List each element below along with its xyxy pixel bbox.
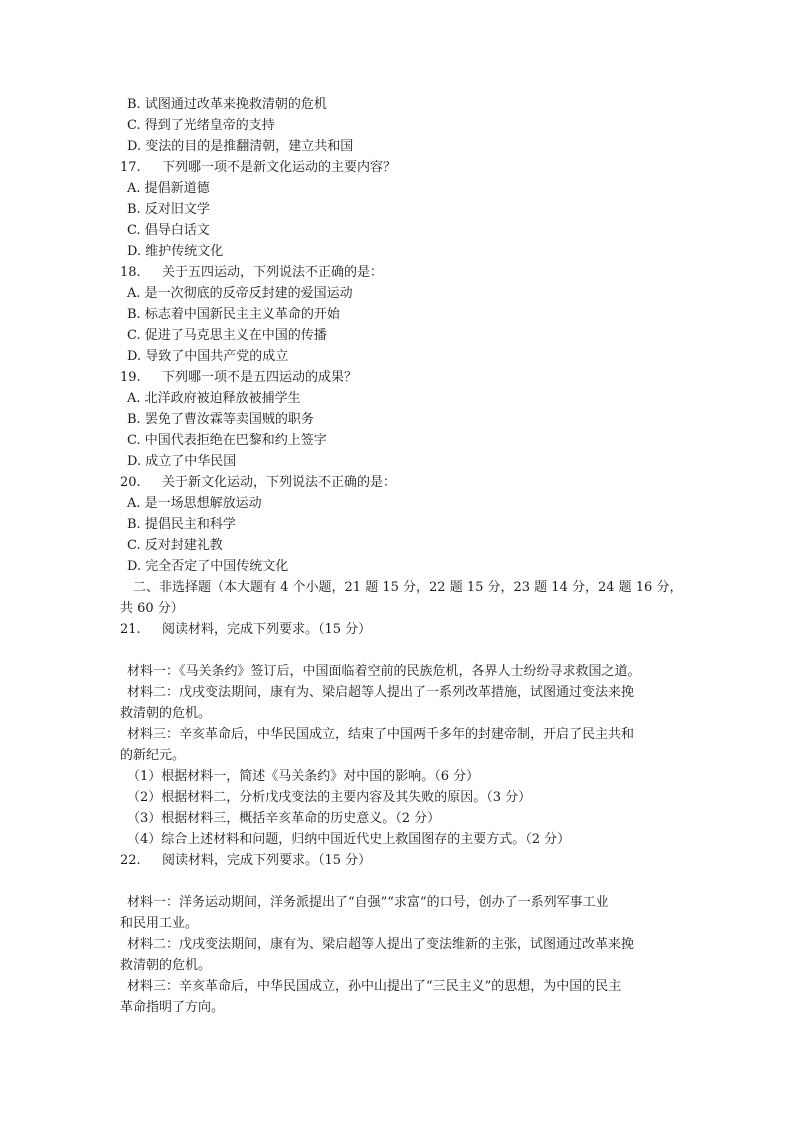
q21-material-1: 材料一：《马关条约》签订后，中国面临着空前的民族危机，各界人士纷纷寻求救国之道。 (127, 664, 641, 679)
q19-option-b: B. 罢免了曹汝霖等卖国贼的职务 (127, 412, 314, 427)
q21-material-3-cont: 的新纪元。 (120, 748, 186, 763)
q21-sub-3: （3）根据材料三，概括辛亥革命的历史意义。（2 分） (127, 811, 441, 826)
q19-option-d: D. 成立了中华民国 (127, 454, 237, 469)
section-two-heading: 二、非选择题（本大题有 4 个小题，21 题 15 分，22 题 15 分，23 题 14 分，24 题 16 分， (133, 580, 683, 595)
q22-material-1-cont: 和民用工业。 (120, 916, 199, 931)
question-text: 关于新文化运动，下列说法不正确的是： (162, 475, 397, 490)
question-text: 下列哪一项不是新文化运动的主要内容？ (162, 160, 397, 175)
question-20 (120, 473, 396, 493)
q18-option-b: B. 标志着中国新民主主义革命的开始 (127, 307, 340, 322)
question-number: 20. (120, 475, 141, 490)
question-text: 阅读材料，完成下列要求。（15 分） (162, 622, 372, 637)
q21-material-2: 材料二：戊戌变法期间，康有为、梁启超等人提出了一系列改革措施，试图通过变法来挽 (127, 685, 635, 700)
q18-option-d: D. 导致了中国共产党的成立 (127, 349, 289, 364)
q17-option-a: A. 提倡新道德 (127, 181, 210, 196)
q16-option-c: C. 得到了光绪皇帝的支持 (127, 118, 275, 133)
q20-option-c: C. 反对封建礼教 (127, 538, 223, 553)
question-18 (120, 263, 383, 283)
q19-option-c: C. 中国代表拒绝在巴黎和约上签字 (127, 433, 327, 448)
q22-material-2-cont: 救清朝的危机。 (120, 958, 212, 973)
q20-option-b: B. 提倡民主和科学 (127, 517, 236, 532)
q16-option-d: D. 变法的目的是推翻清朝，建立共和国 (127, 139, 354, 154)
q20-option-a: A. 是一场思想解放运动 (127, 496, 262, 511)
question-number: 19. (120, 370, 141, 385)
q18-option-c: C. 促进了马克思主义在中国的传播 (127, 328, 327, 343)
question-22 (120, 851, 371, 871)
question-number: 21. (120, 622, 141, 637)
question-number: 17. (120, 160, 141, 175)
question-17 (120, 158, 396, 178)
q21-sub-1: （1）根据材料一，简述《马关条约》对中国的影响。（6 分） (127, 769, 480, 784)
q17-option-c: C. 倡导白话文 (127, 223, 210, 238)
question-text: 下列哪一项不是五四运动的成果？ (162, 370, 358, 385)
question-text: 阅读材料，完成下列要求。（15 分） (162, 853, 372, 868)
q21-sub-2: （2）根据材料二，分析戊戌变法的主要内容及其失败的原因。（3 分） (127, 790, 532, 805)
q16-option-b: B. 试图通过改革来挽救清朝的危机 (127, 97, 327, 112)
q22-material-1: 材料一：洋务运动期间，洋务派提出了“自强”“求富”的口号，创办了一系列军事工业 (127, 895, 609, 910)
question-21 (120, 620, 371, 640)
q21-material-3: 材料三：辛亥革命后，中华民国成立，结束了中国两千多年的封建帝制，开启了民主共和 (127, 727, 635, 742)
q18-option-a: A. 是一次彻底的反帝反封建的爱国运动 (127, 286, 353, 301)
section-two-heading-cont: 共 60 分） (120, 601, 184, 616)
q22-material-3-cont: 革命指明了方向。 (120, 1000, 225, 1015)
q22-material-3: 材料三：辛亥革命后，中华民国成立，孙中山提出了“三民主义”的思想，为中国的民主 (127, 979, 622, 994)
q22-material-2: 材料二：戊戌变法期间，康有为、梁启超等人提出了变法维新的主张，试图通过改革来挽 (127, 937, 635, 952)
question-number: 22. (120, 853, 141, 868)
q21-material-2-cont: 救清朝的危机。 (120, 706, 212, 721)
question-number: 18. (120, 265, 141, 280)
q20-option-d: D. 完全否定了中国传统文化 (127, 559, 289, 574)
q19-option-a: A. 北洋政府被迫释放被捕学生 (127, 391, 301, 406)
question-19 (120, 368, 357, 388)
q17-option-b: B. 反对旧文学 (127, 202, 210, 217)
question-text: 关于五四运动，下列说法不正确的是： (162, 265, 384, 280)
q21-sub-4: （4）综合上述材料和问题，归纳中国近代史上救国图存的主要方式。（2 分） (127, 832, 571, 847)
q17-option-d: D. 维护传统文化 (127, 244, 224, 259)
